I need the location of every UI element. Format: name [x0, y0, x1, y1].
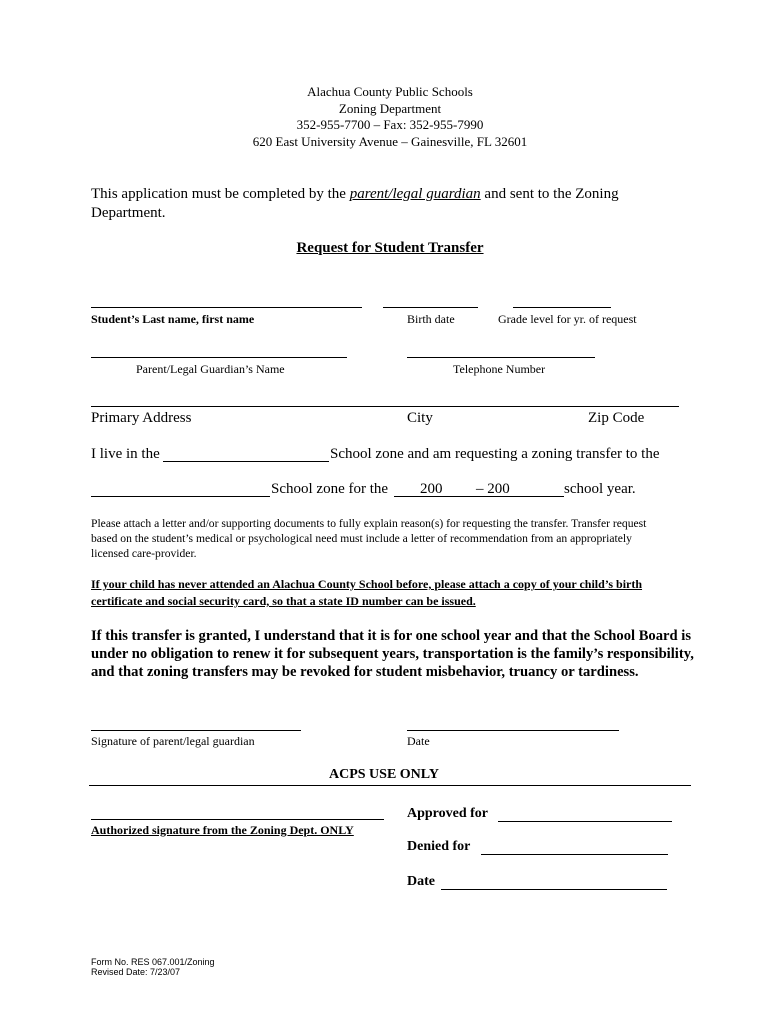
current-school-zone-line[interactable]: [163, 461, 329, 462]
telephone-label: Telephone Number: [453, 362, 546, 376]
guardian-name-line[interactable]: [91, 357, 347, 358]
guardian-name-label: Parent/Legal Guardian’s Name: [136, 362, 285, 376]
phone-fax: 352-955-7700 – Fax: 352-955-7990: [296, 117, 484, 132]
birth-date-label: Birth date: [407, 312, 455, 326]
intro-emphasis: parent/legal guardian: [349, 186, 481, 202]
form-number: Form No. RES 067.001/Zoning: [91, 957, 215, 967]
revised-date: Revised Date: 7/23/07: [91, 967, 181, 977]
address-line[interactable]: [91, 406, 679, 407]
denied-for-line[interactable]: [481, 854, 668, 855]
zone-line1-start: I live in the: [91, 446, 160, 462]
acps-date-label: Date: [407, 874, 435, 889]
requested-school-zone-line[interactable]: [91, 496, 270, 497]
zone-line2-end: school year.: [564, 481, 636, 497]
notice-line1: If your child has never attended an Alachua County School before, please attach a copy of your child’s birth: [91, 577, 643, 591]
signature-date-label: Date: [407, 734, 430, 748]
acps-date-line[interactable]: [441, 889, 667, 890]
zip-code-label: Zip Code: [588, 410, 645, 426]
form-title: Request for Student Transfer: [296, 240, 484, 256]
agreement-text: If this transfer is granted, I understand that it is for one school year and that the School Board is under no obligation to renew it for subsequent years, transportation is the family’s responsibility, and that zoning transfers may be revoked for student misbehavior, truancy or tardiness.: [91, 628, 694, 680]
department-name: Zoning Department: [338, 100, 442, 116]
address: 620 East University Avenue – Gainesville, FL 32601: [252, 133, 528, 149]
school-year-end: – 200: [476, 481, 510, 497]
acps-divider: [89, 785, 691, 786]
authorized-signature-line[interactable]: [91, 819, 384, 820]
school-year-start: 200: [420, 481, 443, 497]
intro-text: [91, 186, 619, 203]
approved-for-line[interactable]: [498, 821, 672, 822]
signature-date-line[interactable]: [407, 730, 619, 731]
guardian-signature-line[interactable]: [91, 730, 301, 731]
city-label: City: [407, 410, 433, 426]
approved-label: Approved for: [407, 806, 489, 821]
grade-level-line[interactable]: [513, 307, 611, 308]
authorized-signature-label: Authorized signature from the Zoning Dept. ONLY: [91, 823, 354, 837]
denied-label: Denied for: [407, 839, 471, 854]
student-name-label: Student’s Last name, first name: [91, 312, 255, 326]
primary-address-label: Primary Address: [91, 410, 192, 426]
zone-line2-start: School zone for the: [271, 481, 389, 497]
attachment-note: Please attach a letter and/or supporting documents to fully explain reason(s) for requesting the transfer. Transfer request based on the student’s medical or psychological need must include a letter of recommendation from an appropriately licensed care-provider.: [91, 517, 647, 560]
intro-text-line2: Department.: [91, 205, 166, 221]
intro-after: and sent to the Zoning: [480, 186, 619, 202]
school-name: Alachua County Public Schools: [307, 84, 473, 99]
student-name-line[interactable]: [91, 307, 362, 308]
guardian-signature-label: Signature of parent/legal guardian: [91, 734, 255, 748]
telephone-line[interactable]: [407, 357, 595, 358]
notice-line2: certificate and social security card, so that a state ID number can be issued.: [91, 594, 476, 608]
grade-level-label: Grade level for yr. of request: [498, 312, 637, 326]
intro-before: This application must be completed by the: [91, 186, 350, 202]
birth-date-line[interactable]: [383, 307, 478, 308]
acps-heading: ACPS USE ONLY: [329, 767, 439, 782]
zone-line1-end: School zone and am requesting a zoning transfer to the: [330, 446, 660, 462]
